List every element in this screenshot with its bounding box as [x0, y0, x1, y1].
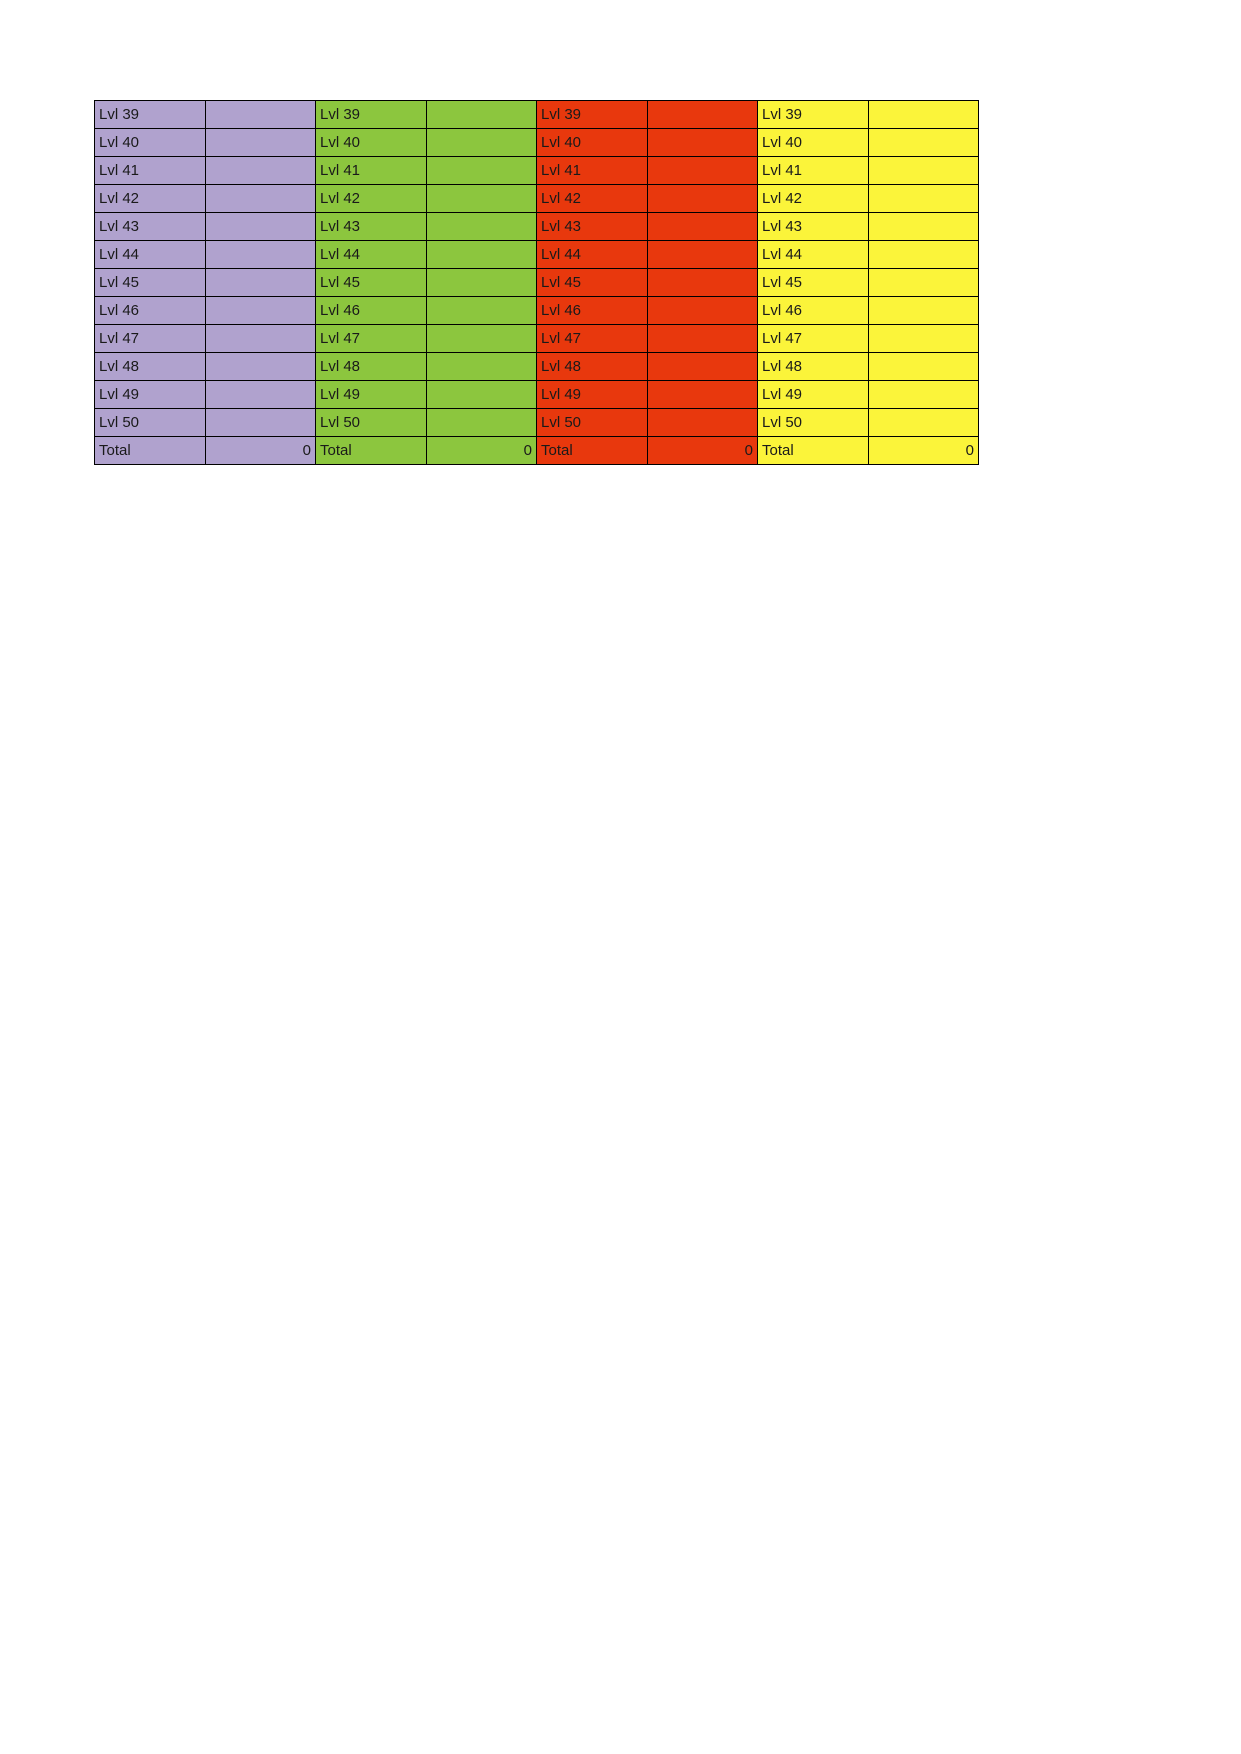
cell-value[interactable] [869, 157, 979, 185]
cell-label[interactable]: Lvl 44 [95, 241, 206, 269]
cell-value[interactable] [869, 409, 979, 437]
cell-label[interactable]: Lvl 41 [537, 157, 648, 185]
cell-value[interactable] [206, 241, 316, 269]
cell-label[interactable]: Lvl 43 [537, 213, 648, 241]
cell-value[interactable] [427, 325, 537, 353]
cell-label[interactable]: Lvl 46 [537, 297, 648, 325]
cell-label[interactable]: Total [316, 437, 427, 465]
table-row [95, 213, 979, 241]
cell-value[interactable] [427, 185, 537, 213]
cell-value[interactable] [427, 101, 537, 129]
cell-label[interactable]: Lvl 46 [316, 297, 427, 325]
cell-value[interactable] [869, 129, 979, 157]
table-row [95, 353, 979, 381]
cell-value[interactable]: 0 [869, 437, 979, 465]
cell-value[interactable] [427, 213, 537, 241]
cell-label[interactable]: Lvl 42 [316, 185, 427, 213]
cell-label[interactable]: Lvl 41 [95, 157, 206, 185]
cell-label[interactable]: Lvl 46 [758, 297, 869, 325]
cell-label[interactable]: Lvl 48 [316, 353, 427, 381]
cell-label[interactable]: Lvl 43 [95, 213, 206, 241]
cell-label[interactable]: Lvl 44 [316, 241, 427, 269]
cell-value[interactable] [648, 129, 758, 157]
cell-label[interactable]: Lvl 43 [316, 213, 427, 241]
cell-value[interactable] [648, 269, 758, 297]
cell-label[interactable]: Lvl 41 [758, 157, 869, 185]
cell-label[interactable]: Lvl 49 [95, 381, 206, 409]
cell-value[interactable] [206, 213, 316, 241]
cell-label[interactable]: Total [537, 437, 648, 465]
cell-value[interactable] [206, 325, 316, 353]
table-row [95, 185, 979, 213]
cell-label[interactable]: Lvl 43 [758, 213, 869, 241]
cell-value[interactable] [869, 297, 979, 325]
cell-value[interactable] [206, 185, 316, 213]
cell-label[interactable]: Lvl 42 [537, 185, 648, 213]
cell-value[interactable] [206, 297, 316, 325]
cell-label[interactable]: Lvl 45 [758, 269, 869, 297]
cell-label[interactable]: Lvl 39 [95, 101, 206, 129]
cell-value[interactable] [427, 409, 537, 437]
cell-label[interactable]: Lvl 45 [537, 269, 648, 297]
table-row [95, 101, 979, 129]
cell-value[interactable] [648, 101, 758, 129]
cell-label[interactable]: Lvl 39 [758, 101, 869, 129]
cell-value[interactable] [869, 185, 979, 213]
table-row [95, 297, 979, 325]
cell-value[interactable] [648, 157, 758, 185]
cell-label[interactable]: Total [758, 437, 869, 465]
cell-value[interactable] [648, 213, 758, 241]
cell-value[interactable] [869, 353, 979, 381]
cell-value[interactable]: 0 [206, 437, 316, 465]
cell-value[interactable]: 0 [427, 437, 537, 465]
cell-value[interactable] [869, 325, 979, 353]
cell-label[interactable]: Lvl 49 [537, 381, 648, 409]
cell-label[interactable]: Lvl 40 [758, 129, 869, 157]
cell-label[interactable]: Lvl 39 [316, 101, 427, 129]
cell-value[interactable] [648, 325, 758, 353]
cell-value[interactable] [648, 353, 758, 381]
cell-value[interactable] [206, 269, 316, 297]
cell-label[interactable]: Lvl 48 [537, 353, 648, 381]
cell-label[interactable]: Lvl 50 [316, 409, 427, 437]
cell-value[interactable] [427, 381, 537, 409]
cell-label[interactable]: Lvl 44 [537, 241, 648, 269]
table-row [95, 269, 979, 297]
table-row [95, 381, 979, 409]
cell-label[interactable]: Lvl 50 [95, 409, 206, 437]
cell-value[interactable] [427, 353, 537, 381]
cell-label[interactable]: Lvl 47 [316, 325, 427, 353]
cell-value[interactable] [427, 241, 537, 269]
table-row [95, 241, 979, 269]
cell-label[interactable]: Lvl 40 [537, 129, 648, 157]
cell-label[interactable]: Lvl 40 [316, 129, 427, 157]
cell-label[interactable]: Lvl 45 [95, 269, 206, 297]
cell-value[interactable] [427, 297, 537, 325]
cell-value[interactable] [427, 157, 537, 185]
cell-label[interactable]: Lvl 42 [95, 185, 206, 213]
cell-value[interactable] [206, 409, 316, 437]
cell-value[interactable] [427, 269, 537, 297]
cell-label[interactable]: Lvl 42 [758, 185, 869, 213]
cell-label[interactable]: Lvl 46 [95, 297, 206, 325]
cell-label[interactable]: Lvl 49 [316, 381, 427, 409]
cell-label[interactable]: Lvl 44 [758, 241, 869, 269]
cell-label[interactable]: Lvl 50 [758, 409, 869, 437]
cell-label[interactable]: Lvl 48 [758, 353, 869, 381]
table-row [95, 325, 979, 353]
table-row [95, 437, 979, 465]
spreadsheet-area [94, 100, 979, 465]
cell-value[interactable] [648, 381, 758, 409]
cell-label[interactable]: Lvl 48 [95, 353, 206, 381]
cell-label[interactable]: Lvl 49 [758, 381, 869, 409]
cell-value[interactable] [869, 241, 979, 269]
cell-label[interactable]: Lvl 50 [537, 409, 648, 437]
cell-value[interactable] [206, 101, 316, 129]
cell-value[interactable] [869, 269, 979, 297]
cell-label[interactable]: Lvl 47 [537, 325, 648, 353]
cell-label[interactable]: Lvl 45 [316, 269, 427, 297]
cell-value[interactable] [206, 381, 316, 409]
level-totals-table [94, 100, 979, 465]
cell-value[interactable] [648, 185, 758, 213]
cell-value[interactable] [869, 381, 979, 409]
cell-value[interactable] [206, 157, 316, 185]
cell-label[interactable]: Lvl 47 [758, 325, 869, 353]
cell-label[interactable]: Lvl 39 [537, 101, 648, 129]
cell-label[interactable]: Total [95, 437, 206, 465]
cell-value[interactable] [206, 129, 316, 157]
table-row [95, 157, 979, 185]
cell-value[interactable]: 0 [648, 437, 758, 465]
cell-value[interactable] [869, 101, 979, 129]
cell-value[interactable] [427, 129, 537, 157]
cell-label[interactable]: Lvl 47 [95, 325, 206, 353]
cell-value[interactable] [648, 241, 758, 269]
cell-label[interactable]: Lvl 40 [95, 129, 206, 157]
cell-value[interactable] [648, 297, 758, 325]
table-body [95, 101, 979, 465]
table-row [95, 409, 979, 437]
cell-value[interactable] [869, 213, 979, 241]
table-row [95, 129, 979, 157]
cell-label[interactable]: Lvl 41 [316, 157, 427, 185]
cell-value[interactable] [648, 409, 758, 437]
cell-value[interactable] [206, 353, 316, 381]
